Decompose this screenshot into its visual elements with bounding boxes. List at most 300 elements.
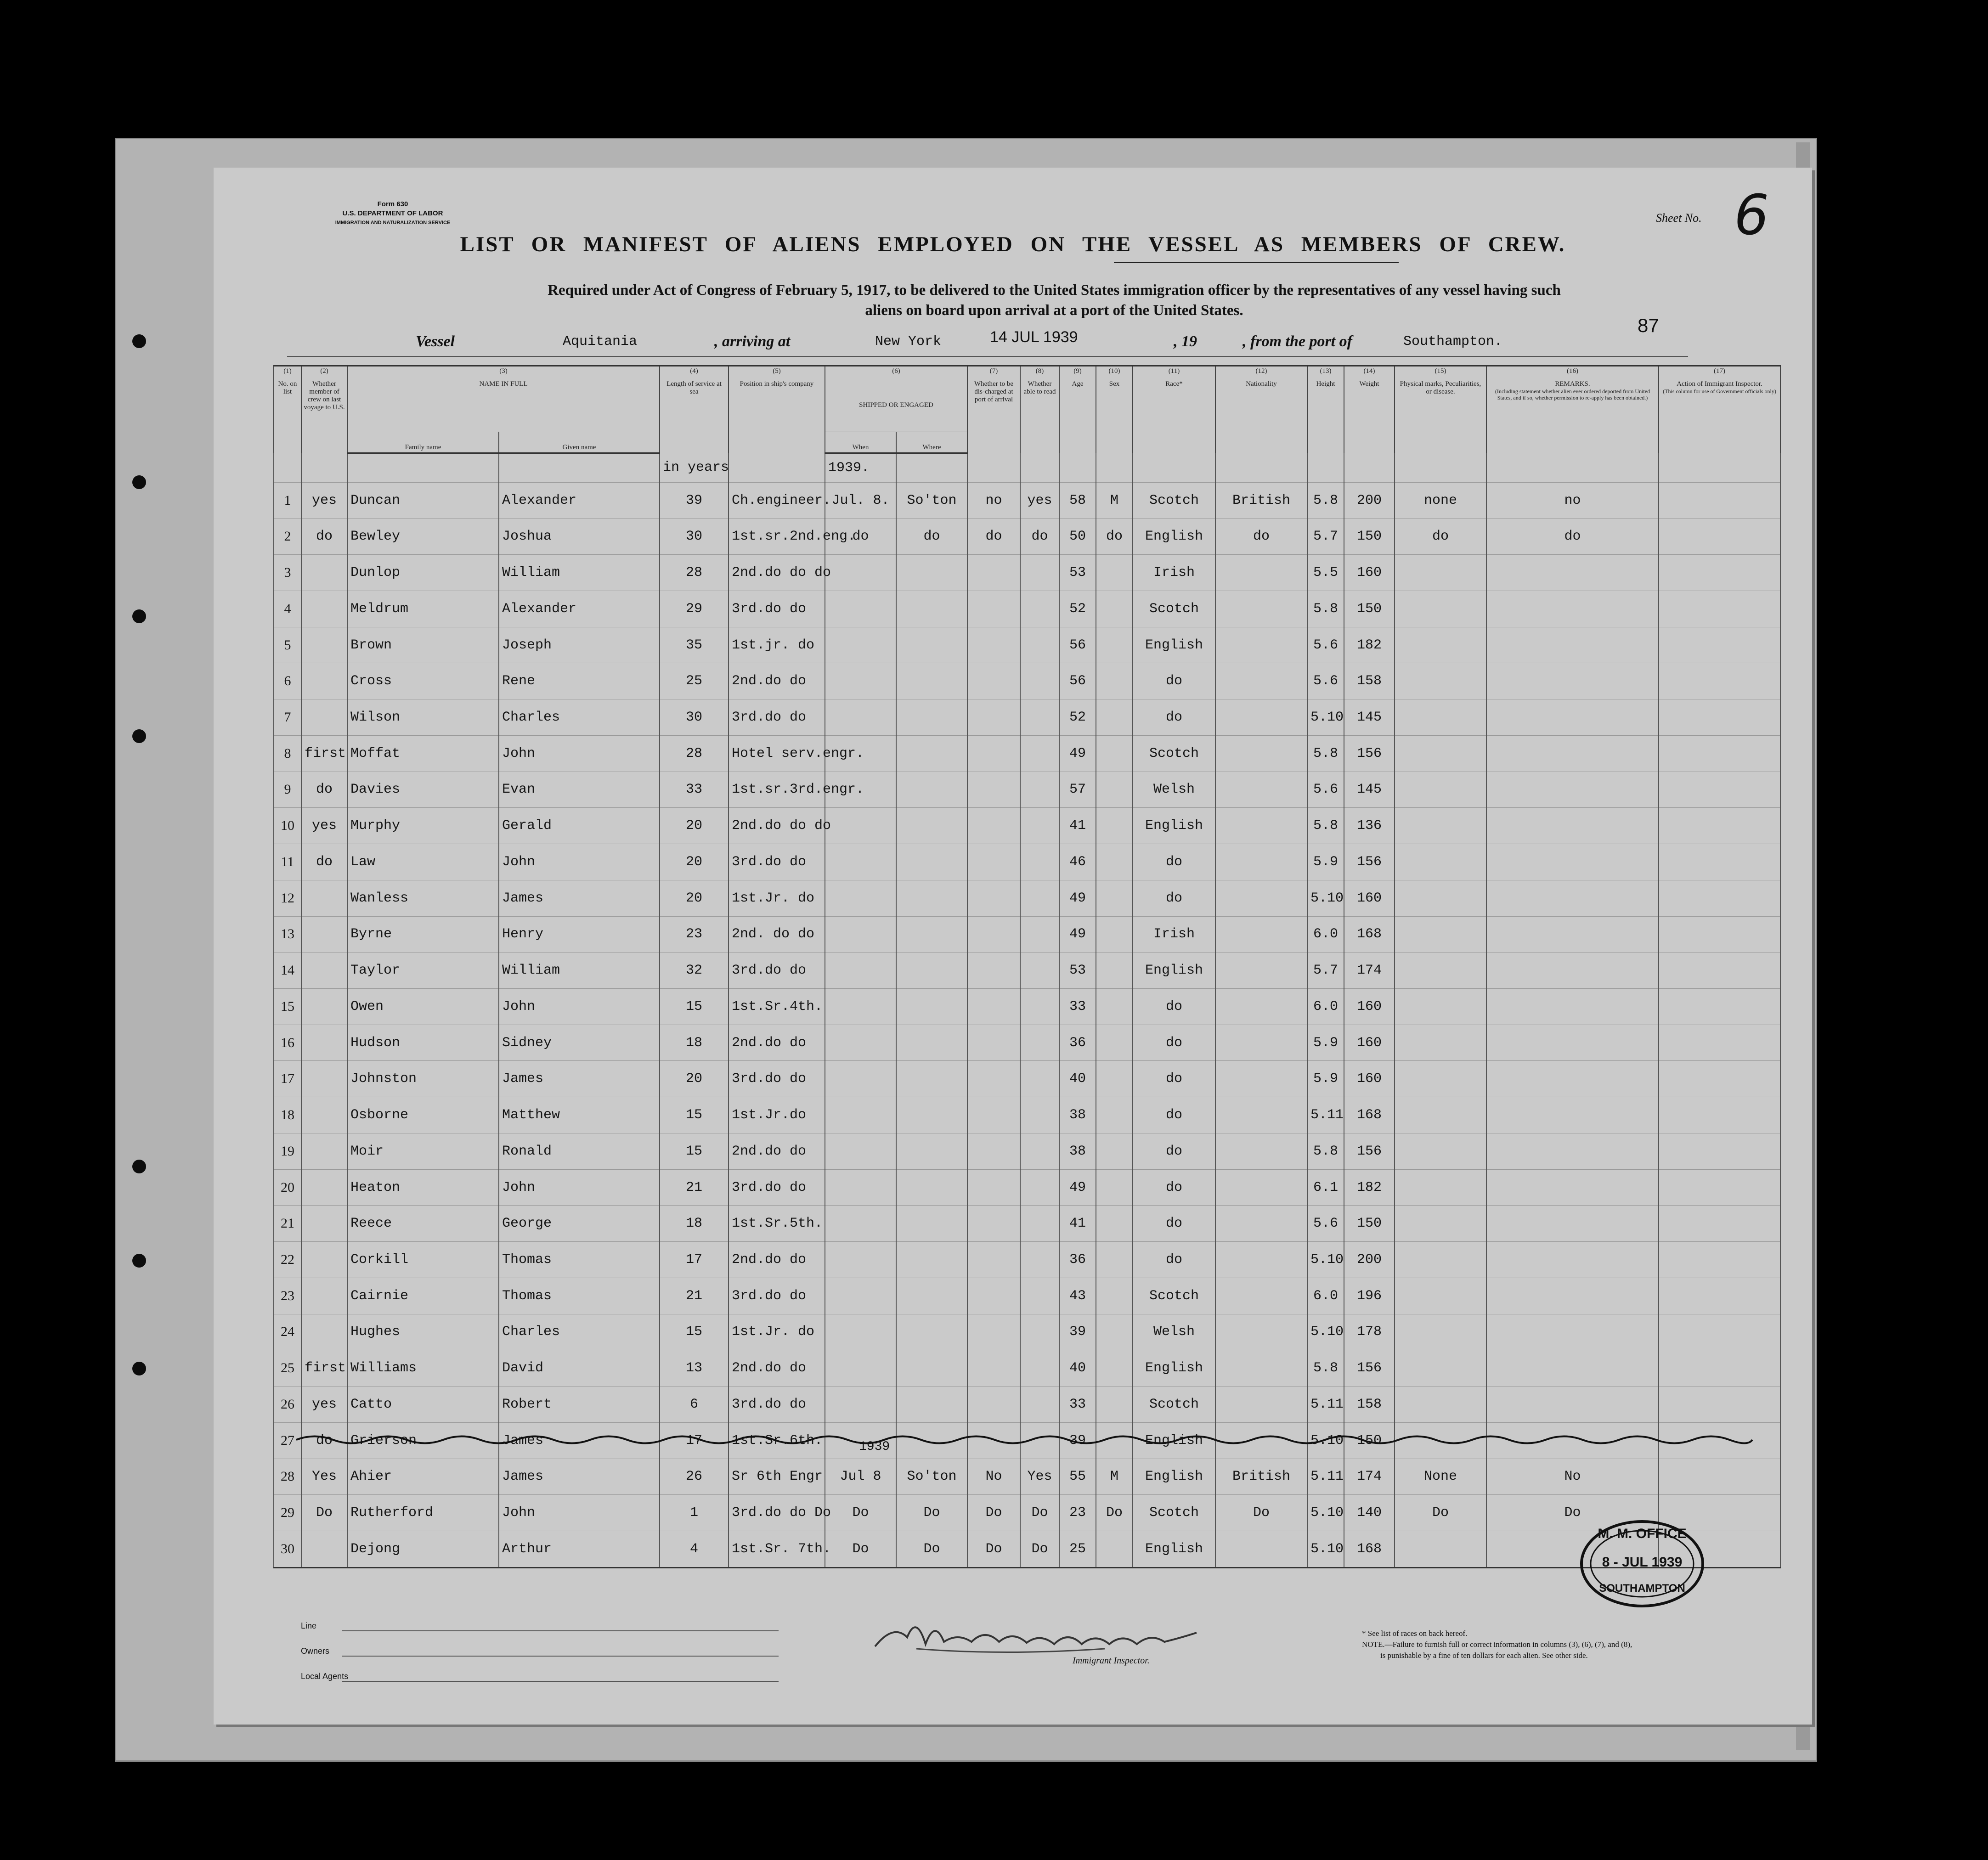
physical-marks-value [1395, 1061, 1486, 1097]
family-name: Bewley [347, 519, 499, 555]
able-to-read-value [1020, 555, 1059, 591]
row-number: 23 [274, 1278, 301, 1314]
weight-value: 158 [1344, 1387, 1395, 1423]
ship-position: 2nd.do do do [729, 555, 825, 591]
member-last-voyage [301, 555, 347, 591]
ship-position: Sr 6th Engr [729, 1459, 825, 1495]
physical-marks-value [1395, 1169, 1486, 1206]
race-value: do [1133, 1061, 1215, 1097]
header-shipped-or-engaged: SHIPPED OR ENGAGED [825, 379, 967, 432]
row-number: 14 [274, 953, 301, 989]
age-value: 49 [1059, 735, 1096, 772]
member-last-voyage: first [301, 1350, 347, 1387]
column-number: (15) [1395, 366, 1486, 380]
age-value: 38 [1059, 1133, 1096, 1169]
race-value: Welsh [1133, 772, 1215, 808]
punch-hole [132, 1254, 146, 1268]
age-value: 49 [1059, 880, 1096, 916]
race-value: do [1133, 989, 1215, 1025]
nationality-value [1215, 808, 1307, 844]
crew-row [274, 1387, 1780, 1423]
crew-row [274, 1459, 1780, 1495]
row-28-year-note: 1939 [859, 1440, 890, 1454]
header-name-in-full: NAME IN FULL [347, 379, 660, 432]
shipped-when [825, 1025, 896, 1061]
family-name: Owen [347, 989, 499, 1025]
weight-value: 160 [1344, 555, 1395, 591]
discharged-value [967, 591, 1020, 627]
age-value: 40 [1059, 1061, 1096, 1097]
given-name: James [499, 880, 660, 916]
crew-row [274, 1350, 1780, 1387]
inspector-action-cell [1659, 1097, 1780, 1133]
height-value: 5.6 [1307, 1206, 1344, 1242]
ship-position: 1st.Sr.4th. [729, 989, 825, 1025]
ship-position: 3rd.do do [729, 699, 825, 736]
sex-value: do [1096, 519, 1133, 555]
departure-port: Southampton. [1403, 334, 1503, 349]
given-name: George [499, 1206, 660, 1242]
crew-row [274, 699, 1780, 736]
height-value: 5.10 [1307, 1422, 1344, 1459]
age-value: 49 [1059, 916, 1096, 953]
weight-value: 145 [1344, 772, 1395, 808]
column-number-row [274, 366, 1780, 380]
nationality-value [1215, 1025, 1307, 1061]
weight-value: 150 [1344, 1206, 1395, 1242]
crew-row [274, 627, 1780, 663]
physical-marks-value [1395, 1531, 1486, 1568]
header-where: Where [896, 432, 967, 453]
able-to-read-value [1020, 808, 1059, 844]
sex-value [1096, 880, 1133, 916]
shipped-when [825, 844, 896, 880]
header-length-of-service: Length of service at sea [660, 379, 729, 453]
nationality-value [1215, 1061, 1307, 1097]
length-of-service: 35 [660, 627, 729, 663]
family-name: Brown [347, 627, 499, 663]
remarks-value: No [1486, 1459, 1659, 1495]
row-number: 3 [274, 555, 301, 591]
remarks-value [1486, 880, 1659, 916]
height-value: 5.11 [1307, 1097, 1344, 1133]
race-value: do [1133, 1169, 1215, 1206]
inspector-action-cell [1659, 1350, 1780, 1387]
member-last-voyage [301, 1278, 347, 1314]
action-note: (This column for use of Government officials only) [1663, 388, 1776, 395]
remarks-value: do [1486, 519, 1659, 555]
length-of-service: 29 [660, 591, 729, 627]
race-value: English [1133, 1350, 1215, 1387]
shipped-when [825, 1169, 896, 1206]
header-nationality: Nationality [1215, 379, 1307, 453]
remarks-value [1486, 989, 1659, 1025]
family-name: Reece [347, 1206, 499, 1242]
shipped-when [825, 916, 896, 953]
weight-value: 168 [1344, 916, 1395, 953]
sex-value [1096, 772, 1133, 808]
age-value: 33 [1059, 989, 1096, 1025]
height-value: 5.6 [1307, 627, 1344, 663]
page-subtitle [407, 280, 1702, 321]
given-name: John [499, 1495, 660, 1531]
remarks-value [1486, 1387, 1659, 1423]
length-of-service: 28 [660, 555, 729, 591]
crew-row [274, 1242, 1780, 1278]
discharged-value: Do [967, 1495, 1020, 1531]
height-value: 5.9 [1307, 1061, 1344, 1097]
length-of-service: 15 [660, 1097, 729, 1133]
row-number: 12 [274, 880, 301, 916]
nationality-value [1215, 1350, 1307, 1387]
page-title: LIST OR MANIFEST OF ALIENS EMPLOYED ON THE VESSEL AS MEMBERS OF CREW. [460, 232, 1566, 256]
family-name: Moffat [347, 735, 499, 772]
sex-value [1096, 591, 1133, 627]
shipped-where [896, 1133, 967, 1169]
column-number: (12) [1215, 366, 1307, 380]
column-number: (6) [825, 366, 967, 380]
punch-hole [132, 334, 146, 348]
given-name: Ronald [499, 1133, 660, 1169]
shipped-where [896, 591, 967, 627]
height-value: 6.0 [1307, 916, 1344, 953]
length-of-service: 20 [660, 1061, 729, 1097]
height-value: 5.9 [1307, 1025, 1344, 1061]
able-to-read-value [1020, 844, 1059, 880]
weight-value: 168 [1344, 1531, 1395, 1568]
shipped-where [896, 1314, 967, 1350]
discharged-value [967, 953, 1020, 989]
able-to-read-value [1020, 1025, 1059, 1061]
age-value: 25 [1059, 1531, 1096, 1568]
able-to-read-value [1020, 1061, 1059, 1097]
weight-value: 150 [1344, 1422, 1395, 1459]
given-name: Joseph [499, 627, 660, 663]
inspector-action-cell [1659, 519, 1780, 555]
row-number: 4 [274, 591, 301, 627]
race-value: do [1133, 844, 1215, 880]
nationality-value [1215, 627, 1307, 663]
nationality-value [1215, 1278, 1307, 1314]
height-value: 6.1 [1307, 1169, 1344, 1206]
remarks-title: REMARKS. [1555, 380, 1590, 388]
remarks-value [1486, 1206, 1659, 1242]
sheet-label: Sheet No. [1656, 211, 1702, 225]
length-of-service: 18 [660, 1025, 729, 1061]
ship-position: 2nd.do do [729, 663, 825, 699]
shipped-when: Do [825, 1531, 896, 1568]
age-value: 36 [1059, 1025, 1096, 1061]
crew-row [274, 555, 1780, 591]
nationality-value [1215, 1387, 1307, 1423]
shipped-when [825, 1350, 896, 1387]
sex-value [1096, 663, 1133, 699]
given-name: Arthur [499, 1531, 660, 1568]
inspector-action-cell [1659, 735, 1780, 772]
row-number: 26 [274, 1387, 301, 1423]
sex-value [1096, 627, 1133, 663]
member-last-voyage: first [301, 735, 347, 772]
stamp-office-name: M. M. OFFICE [1598, 1526, 1687, 1541]
length-of-service: 25 [660, 663, 729, 699]
race-value: English [1133, 519, 1215, 555]
shipped-where [896, 1278, 967, 1314]
header-race: Race* [1133, 379, 1215, 453]
column-number: (3) [347, 366, 660, 380]
weight-value: 145 [1344, 699, 1395, 736]
column-number: (1) [274, 366, 301, 380]
race-value: English [1133, 1422, 1215, 1459]
shipped-where [896, 1169, 967, 1206]
member-last-voyage [301, 989, 347, 1025]
length-of-service: 39 [660, 482, 729, 519]
footnote-line-3: is punishable by a fine of ten dollars for each alien. See other side. [1380, 1651, 1588, 1660]
family-name: Wilson [347, 699, 499, 736]
physical-marks-value [1395, 627, 1486, 663]
race-value: Welsh [1133, 1314, 1215, 1350]
shipped-when [825, 591, 896, 627]
nationality-value [1215, 735, 1307, 772]
shipped-where [896, 555, 967, 591]
row-number: 20 [274, 1169, 301, 1206]
ship-position: Ch.engineer. [729, 482, 825, 519]
row-number: 6 [274, 663, 301, 699]
nationality-value [1215, 663, 1307, 699]
sex-value [1096, 808, 1133, 844]
able-to-read-value [1020, 1278, 1059, 1314]
physical-marks-value [1395, 699, 1486, 736]
remarks-value [1486, 627, 1659, 663]
remarks-note: (Including statement whether alien ever ordered deported from United States, and if so, whether permission to re-apply has been obtained.) [1495, 388, 1650, 401]
physical-marks-value: none [1395, 482, 1486, 519]
able-to-read-value [1020, 916, 1059, 953]
header-when: When [825, 432, 896, 453]
length-of-service: 21 [660, 1278, 729, 1314]
title-underline [1114, 262, 1399, 263]
nationality-value: Do [1215, 1495, 1307, 1531]
row-number: 24 [274, 1314, 301, 1350]
physical-marks-value [1395, 1387, 1486, 1423]
able-to-read-value [1020, 880, 1059, 916]
remarks-value [1486, 916, 1659, 953]
weight-value: 158 [1344, 663, 1395, 699]
sex-value [1096, 1531, 1133, 1568]
shipped-where [896, 880, 967, 916]
column-number: (17) [1659, 366, 1780, 380]
remarks-value [1486, 1278, 1659, 1314]
shipped-where [896, 1025, 967, 1061]
height-value: 5.6 [1307, 772, 1344, 808]
shipped-when [825, 1133, 896, 1169]
remarks-value [1486, 844, 1659, 880]
weight-value: 178 [1344, 1314, 1395, 1350]
ship-position: 2nd.do do [729, 1242, 825, 1278]
inspector-action-cell [1659, 772, 1780, 808]
inspector-action-cell [1659, 1025, 1780, 1061]
age-value: 53 [1059, 953, 1096, 989]
race-value: Scotch [1133, 591, 1215, 627]
race-value: do [1133, 1025, 1215, 1061]
column-number: (16) [1486, 366, 1659, 380]
family-name: Cross [347, 663, 499, 699]
crew-row [274, 1206, 1780, 1242]
member-last-voyage [301, 1242, 347, 1278]
age-value: 56 [1059, 663, 1096, 699]
sex-value [1096, 1278, 1133, 1314]
length-of-service: 1 [660, 1495, 729, 1531]
given-name: Charles [499, 699, 660, 736]
physical-marks-value [1395, 1206, 1486, 1242]
sex-value [1096, 1387, 1133, 1423]
crew-row [274, 808, 1780, 844]
shipped-where: So'ton [896, 482, 967, 519]
shipped-when [825, 1314, 896, 1350]
local-agents-label: Local Agents [301, 1672, 349, 1681]
sex-value: M [1096, 1459, 1133, 1495]
crew-row [274, 1169, 1780, 1206]
form-number: Form 630 [377, 200, 408, 208]
header-physical-marks: Physical marks, Peculiarities, or disease. [1395, 379, 1486, 453]
nationality-value [1215, 1242, 1307, 1278]
weight-value: 160 [1344, 989, 1395, 1025]
discharged-value [967, 1314, 1020, 1350]
crew-row [274, 1495, 1780, 1531]
action-title: Action of Immigrant Inspector. [1677, 380, 1762, 388]
able-to-read-value [1020, 1350, 1059, 1387]
age-value: 55 [1059, 1459, 1096, 1495]
remarks-value [1486, 555, 1659, 591]
height-value: 5.5 [1307, 555, 1344, 591]
inspector-action-cell [1659, 555, 1780, 591]
length-of-service: 28 [660, 735, 729, 772]
discharged-value [967, 663, 1020, 699]
length-of-service: 23 [660, 916, 729, 953]
member-last-voyage [301, 1531, 347, 1568]
family-name: Murphy [347, 808, 499, 844]
inspector-action-cell [1659, 844, 1780, 880]
sheet-number: 6 [1734, 184, 1769, 248]
line-rule [342, 1630, 779, 1631]
nationality-value: British [1215, 482, 1307, 519]
family-name: Dunlop [347, 555, 499, 591]
shipped-when [825, 1387, 896, 1423]
crew-row [274, 989, 1780, 1025]
shipped-where [896, 627, 967, 663]
height-value: 5.7 [1307, 519, 1344, 555]
age-value: 57 [1059, 772, 1096, 808]
ship-position: 3rd.do do [729, 1061, 825, 1097]
footnote [1362, 1628, 1775, 1661]
physical-marks-value: None [1395, 1459, 1486, 1495]
family-name: Taylor [347, 953, 499, 989]
sex-value [1096, 844, 1133, 880]
race-value: do [1133, 880, 1215, 916]
given-name: Charles [499, 1314, 660, 1350]
footnote-line-2: NOTE.—Failure to furnish full or correct information in columns (3), (6), (7), and (8), [1362, 1640, 1632, 1649]
shipped-where: So'ton [896, 1459, 967, 1495]
family-name: Wanless [347, 880, 499, 916]
age-value: 39 [1059, 1422, 1096, 1459]
ship-position: Hotel serv.engr. [729, 735, 825, 772]
crew-rows [274, 453, 1780, 1568]
immigrant-inspector-label: Immigrant Inspector. [1073, 1656, 1150, 1666]
crew-row [274, 844, 1780, 880]
ship-position: 1st.Sr.6th. [729, 1422, 825, 1459]
discharged-value [967, 1061, 1020, 1097]
race-value: do [1133, 699, 1215, 736]
crew-row [274, 953, 1780, 989]
department-name: U.S. DEPARTMENT OF LABOR [342, 209, 443, 217]
family-name: Dejong [347, 1531, 499, 1568]
vessel-line-rule [287, 356, 1688, 357]
ship-position: 1st.Jr. do [729, 1314, 825, 1350]
age-value: 40 [1059, 1350, 1096, 1387]
family-name: Byrne [347, 916, 499, 953]
punch-hole [132, 475, 146, 489]
column-header-row [274, 379, 1780, 432]
family-name: Law [347, 844, 499, 880]
inspector-action-cell [1659, 1169, 1780, 1206]
crew-row [274, 1278, 1780, 1314]
weight-value: 136 [1344, 808, 1395, 844]
age-value: 41 [1059, 1206, 1096, 1242]
inspector-action-cell [1659, 1242, 1780, 1278]
remarks-value [1486, 663, 1659, 699]
local-agents-rule [342, 1681, 779, 1682]
height-value: 5.6 [1307, 663, 1344, 699]
vessel-label: Vessel [416, 333, 455, 350]
discharged-value [967, 1206, 1020, 1242]
form-identification [301, 200, 485, 227]
physical-marks-value [1395, 1133, 1486, 1169]
member-last-voyage [301, 663, 347, 699]
able-to-read-value [1020, 1133, 1059, 1169]
physical-marks-value: Do [1395, 1495, 1486, 1531]
inspector-action-cell [1659, 1387, 1780, 1423]
weight-value: 168 [1344, 1097, 1395, 1133]
able-to-read-value [1020, 989, 1059, 1025]
member-last-voyage: Do [301, 1495, 347, 1531]
given-name: Rene [499, 663, 660, 699]
given-name: Evan [499, 772, 660, 808]
inspector-action-cell [1659, 916, 1780, 953]
discharged-value: No [967, 1459, 1020, 1495]
discharged-value [967, 1169, 1020, 1206]
crew-row [274, 482, 1780, 519]
able-to-read-value [1020, 735, 1059, 772]
race-value: English [1133, 1459, 1215, 1495]
row-number: 29 [274, 1495, 301, 1531]
nationality-value [1215, 772, 1307, 808]
shipped-where [896, 1206, 967, 1242]
ship-position: 2nd. do do [729, 916, 825, 953]
row-number: 18 [274, 1097, 301, 1133]
shipped-when [825, 699, 896, 736]
physical-marks-value [1395, 555, 1486, 591]
length-of-service: 13 [660, 1350, 729, 1387]
family-name: Catto [347, 1387, 499, 1423]
age-value: 41 [1059, 808, 1096, 844]
age-value: 52 [1059, 591, 1096, 627]
crew-manifest-table [273, 365, 1781, 1568]
height-value: 5.11 [1307, 1387, 1344, 1423]
inspector-action-cell [1659, 1459, 1780, 1495]
column-number: (14) [1344, 366, 1395, 380]
member-last-voyage [301, 916, 347, 953]
nationality-value [1215, 699, 1307, 736]
subtitle-line-1: Required under Act of Congress of February 5, 1917, to be delivered to the United States immigration officer by the representatives of any vessel having such [548, 282, 1561, 299]
owners-rule [342, 1656, 779, 1657]
